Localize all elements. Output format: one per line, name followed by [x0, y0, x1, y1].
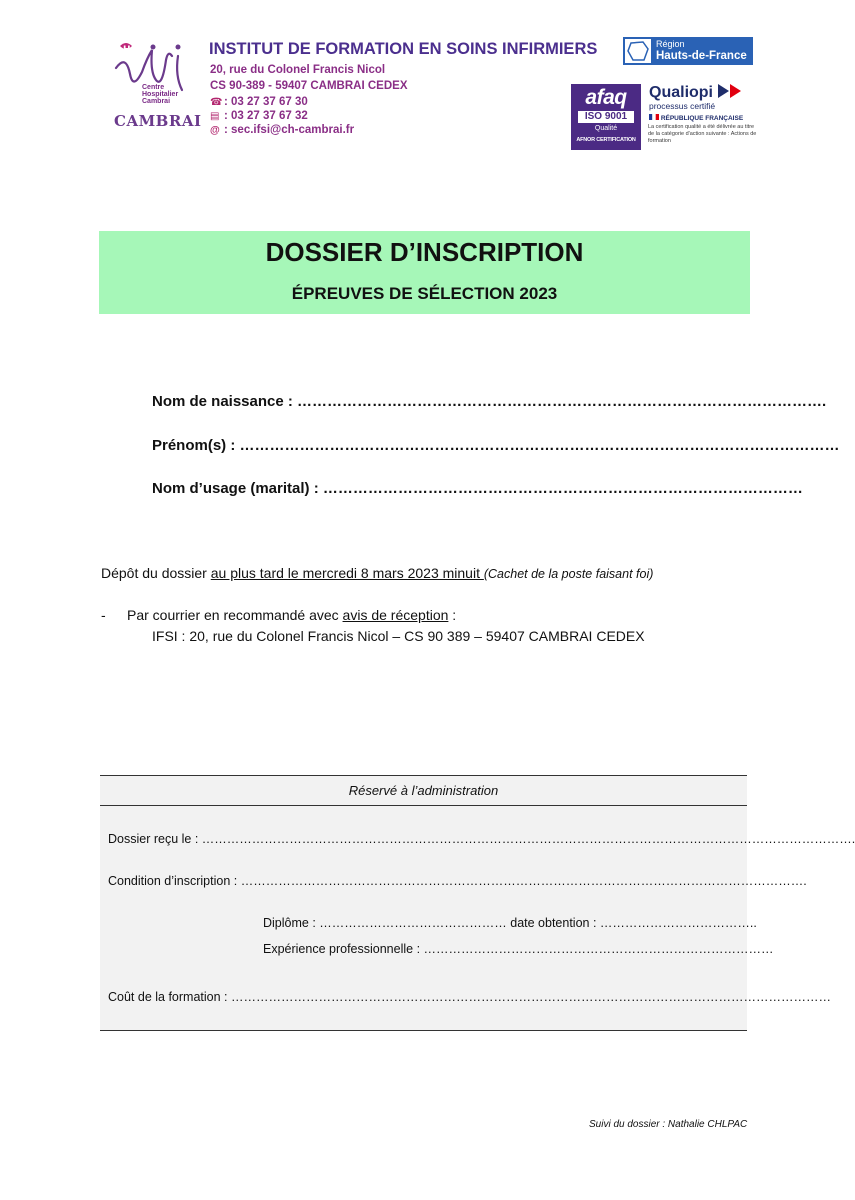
- phone-icon: ☎: [210, 97, 223, 108]
- admin-section: [100, 775, 855, 1031]
- mail-avis-reception: avis de réception: [342, 607, 449, 623]
- diplome-field[interactable]: Diplôme : ……………………………………… date obtention : ………………………………..: [263, 916, 757, 930]
- at-icon: @: [210, 125, 220, 136]
- afaq-iso: ISO 9001: [578, 111, 634, 123]
- region-map-icon: [625, 39, 651, 63]
- title-band: [99, 231, 750, 314]
- cout-formation-field[interactable]: Coût de la formation : ………………………………………………………………………………………………………………………………: [108, 990, 831, 1004]
- dossier-recu-field[interactable]: Dossier reçu le : ………………………………………………………………………………………………………………………………………….: [108, 832, 855, 846]
- qualiopi-arrows-icon: [717, 83, 745, 99]
- deposit-line: [101, 565, 653, 581]
- mail-text: Par courrier en recommandé avec avis de réception :: [127, 607, 457, 623]
- fax-line: [210, 110, 308, 122]
- deposit-deadline: au plus tard le mercredi 8 mars 2023 minuit: [210, 565, 484, 581]
- region-label: Région: [656, 39, 685, 49]
- fax-number: : 03 27 37 67 32: [224, 110, 308, 122]
- mail-address: IFSI : 20, rue du Colonel Francis Nicol – CS 90 389 – 59407 CAMBRAI CEDEX: [152, 628, 645, 644]
- svg-text:H: H: [123, 45, 131, 55]
- admin-heading: Réservé à l’administration: [100, 776, 747, 806]
- qualiopi-subtitle: processus certifié: [649, 101, 716, 111]
- qualiopi-word: Qualiopi: [649, 84, 713, 101]
- afaq-logo: [571, 84, 641, 150]
- page-title: DOSSIER D’INSCRIPTION: [265, 237, 584, 267]
- french-flag-icon: [649, 114, 659, 120]
- mail-dash: -: [101, 607, 106, 623]
- page-subtitle: ÉPREUVES DE SÉLECTION 2023: [291, 284, 558, 303]
- fax-icon: ▤: [210, 111, 220, 122]
- prenoms-field[interactable]: Prénom(s) : …………………………………………………………………………………………………………: [152, 437, 840, 454]
- nom-usage-field[interactable]: Nom d’usage (marital) : ……………………………………………………………………………………: [152, 480, 803, 497]
- mail-line: [101, 607, 457, 623]
- ifsi-logo: [108, 38, 203, 138]
- region-name: Hauts-de-France: [656, 50, 747, 62]
- email-line: [210, 124, 354, 136]
- region-logo: [623, 37, 753, 65]
- phone-line: [210, 96, 308, 108]
- experience-field[interactable]: Expérience professionnelle : …………………………………………………………………………: [263, 942, 774, 956]
- republique-label: RÉPUBLIQUE FRANÇAISE: [649, 114, 743, 122]
- condition-inscription-field[interactable]: Condition d’inscription : ……………………………………………………………………………………………………………………….: [108, 874, 807, 888]
- logo-centre-text: Centre Hospitalier Cambrai: [142, 84, 179, 105]
- deposit-note: (Cachet de la poste faisant foi): [483, 567, 654, 581]
- logo-city: CAMBRAI: [114, 112, 202, 130]
- institute-name: INSTITUT DE FORMATION EN SOINS INFIRMIERS: [209, 40, 598, 58]
- footer-note: Suivi du dossier : Nathalie CHLPAC: [589, 1119, 748, 1130]
- afaq-cert: AFNOR CERTIFICATION: [576, 137, 636, 143]
- qualiopi-logo: [649, 83, 745, 102]
- phone-number: : 03 27 37 67 30: [224, 96, 308, 108]
- afaq-word: afaq: [585, 86, 627, 109]
- nom-naissance-field[interactable]: Nom de naissance : …………………………………………………………………………………………….: [152, 393, 827, 410]
- address-line-2: CS 90-389 - 59407 CAMBRAI CEDEX: [210, 80, 408, 92]
- afaq-quality: Qualité: [594, 125, 618, 132]
- address-line-1: 20, rue du Colonel Francis Nicol: [210, 64, 386, 76]
- deposit-prefix: Dépôt du dossier: [101, 565, 211, 581]
- qualiopi-note: La certification qualité a été délivrée au titre de la catégorie d'action suivante : Actions de formation: [648, 124, 757, 144]
- email-address: : sec.ifsi@ch-cambrai.fr: [224, 124, 355, 136]
